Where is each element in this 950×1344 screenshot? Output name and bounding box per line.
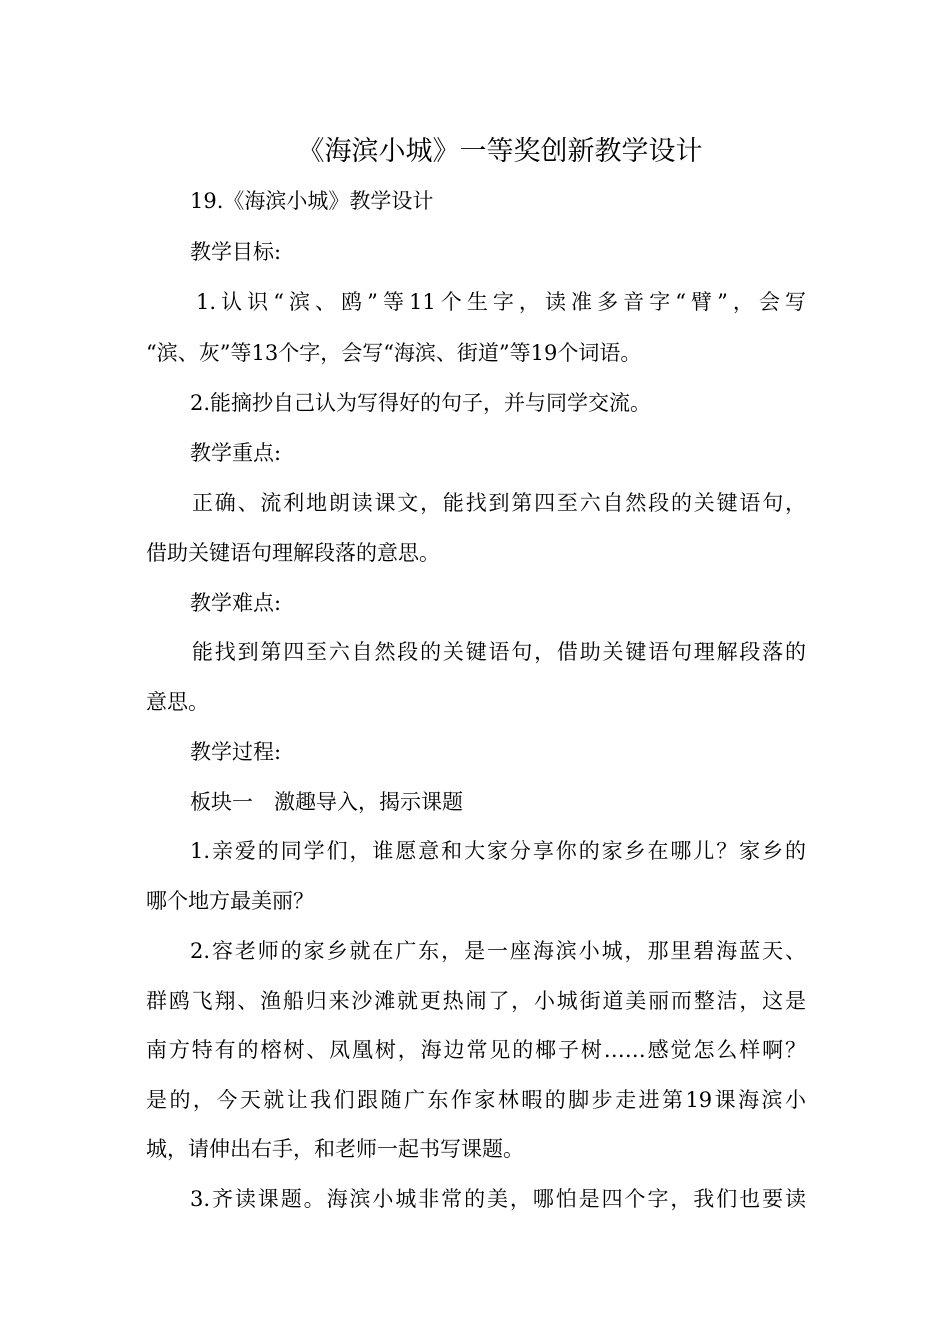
key-points-line-1: 正确、流利地朗读课文，能找到第四至六自然段的关键语句， [192,491,806,515]
section-1-heading: 板块一 激趣导入，揭示课题 [190,790,463,814]
subtitle-line: 19.《海滨小城》教学设计 [190,189,434,213]
step-2-line-1: 2.容老师的家乡就在广东，是一座海滨小城，那里碧海蓝天、 [190,939,806,963]
step-2-line-3: 南方特有的榕树、凤凰树，海边常见的椰子树……感觉怎么样啊？ [146,1038,806,1062]
step-2-line-5: 城，请伸出右手，和老师一起书写课题。 [146,1137,524,1161]
step-2-line-4: 是的，今天就让我们跟随广东作家林暇的脚步走进第19课海滨小 [146,1088,806,1112]
objective-2: 2.能摘抄自己认为写得好的句子，并与同学交流。 [190,391,652,415]
difficulty-line-1: 能找到第四至六自然段的关键语句，借助关键语句理解段落的 [192,640,806,664]
step-2-line-2: 群鸥飞翔、渔船归来沙滩就更热闹了，小城街道美丽而整洁，这是 [146,989,806,1013]
objective-1-line-1: 1.认识“滨、鸥”等11个生字，读准多音字“臂”，会写 [196,290,806,314]
difficulty-heading: 教学难点: [190,591,282,615]
step-3-line-1: 3.齐读课题。海滨小城非常的美，哪怕是四个字，我们也要读 [190,1187,806,1211]
objectives-heading: 教学目标: [190,240,282,264]
process-heading: 教学过程: [190,740,282,764]
key-points-heading: 教学重点: [190,441,282,465]
document-title: 《海滨小城》一等奖创新教学设计 [297,136,703,167]
difficulty-line-2: 意思。 [146,690,209,714]
objective-1-line-2: “滨、灰”等13个字，会写“海滨、街道”等19个词语。 [146,341,642,365]
step-1-line-1: 1.亲爱的同学们，谁愿意和大家分享你的家乡在哪儿？家乡的 [190,839,806,863]
key-points-line-2: 借助关键语句理解段落的意思。 [146,541,440,565]
step-1-line-2: 哪个地方最美丽？ [146,889,314,913]
